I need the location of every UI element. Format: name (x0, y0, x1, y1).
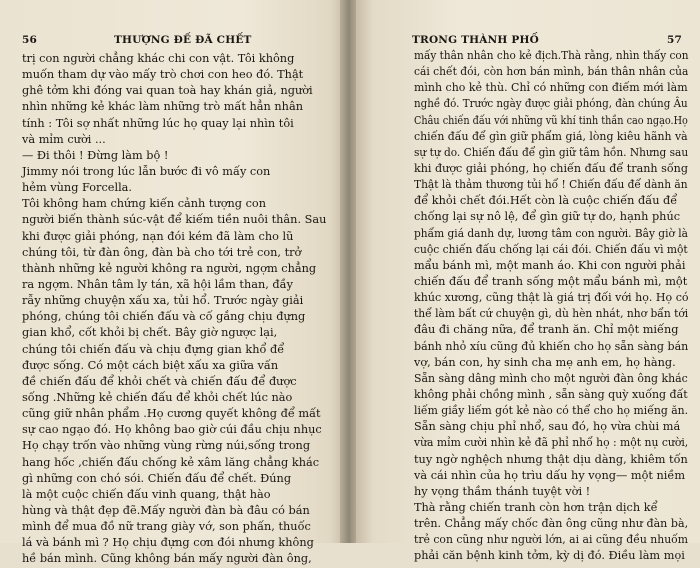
text-line: thể làm bất cứ chuyện gì, dù hèn nhát, nhơ bẩn tới (414, 307, 689, 321)
text-line: sống .Những kẻ chiến đấu để khỏi chết lúc nào (22, 390, 293, 404)
right-page-number: 57 (666, 34, 682, 46)
text-line: cuộc chiến đấu chống lại cái đói. Chiến đấu vì một (414, 242, 688, 256)
left-page (0, 0, 344, 566)
text-line: được sống. Có một cách biệt xấu xa giữa vấn (22, 358, 279, 372)
text-line: Tôi không ham chứng kiến cảnh tượng con (22, 197, 267, 211)
text-line: tính : Tôi sợ nhất những lúc họ quay lại nhìn tôi (22, 116, 294, 130)
text-line: sự cao ngạo đó. Họ không bao giờ cúi đầu chịu nhục (22, 423, 322, 437)
text-line: mấy thân nhân cho kẻ địch.Thà rằng, nhìn thấy con (414, 49, 689, 62)
text-line: hy vọng thầm thánh tuyệt vời ! (414, 484, 591, 498)
right-page-body (414, 48, 688, 565)
text-line: Họ chạy trốn vào những vùng rừng núi,sống trong (22, 439, 311, 453)
text-line: mẩu bánh mì, một manh áo. Khi con người phải (414, 258, 686, 272)
text-line: và cái nhìn của họ trìu dấu hy vọng— một niềm (414, 468, 686, 482)
text-line: đâu đi chăng nữa, để tranh ăn. Chỉ một miếng (414, 323, 679, 337)
text-line: khi được giải phóng, họ chiến đấu để tranh sống (414, 161, 688, 175)
text-line: ghê tởm khi đóng vai quan toà hay khán giả, người (22, 84, 313, 98)
text-line: nghề đó. Trước ngày được giải phóng, đàn chúng Âu (414, 97, 688, 111)
text-line: hẻm vùng Forcella. (22, 181, 133, 195)
text-line: đề chiến đấu để khỏi chết và chiến đấu để được (22, 374, 297, 388)
text-line: khi được giải phóng, nạn đói kém đã làm cho lũ (22, 229, 294, 243)
text-line: — Đi thôi ! Đừng làm bộ ! (22, 148, 169, 162)
text-line: vợ, bán con, hy sinh cha mẹ anh em, họ hàng. (414, 355, 676, 369)
text-line: chúng tôi chiến đấu và chịu đựng gian khổ để (22, 342, 285, 356)
left-page-number: 56 (22, 34, 38, 46)
text-line: mình để mua đồ nữ trang giày vớ, son phấn, thuốc (22, 520, 311, 534)
left-page-body (22, 51, 328, 568)
left-running-title: THƯỢNG ĐẾ ĐÃ CHẾT (114, 34, 252, 46)
text-line: phẩm giá danh dự, lương tâm con người. Bây giờ là (414, 226, 688, 240)
text-line: cũng giữ nhân phẩm .Họ cương quyết không để mất (22, 407, 321, 421)
text-line: hùng và thật đẹp đẽ.Mấy người đàn bà đâu có bán (22, 503, 310, 517)
text-line: để khỏi chết đói.Hết còn là cuộc chiến đấu để (414, 194, 678, 208)
text-line: Sẵn sàng chịu phỉ nhổ, sau đó, họ vừa chùi má (414, 420, 681, 434)
text-line: Thà rằng chiến tranh còn hơn trận dịch kể (414, 500, 658, 514)
text-line: Jimmy nói trong lúc lẫn bước đi vô mấy con (22, 164, 271, 178)
text-line: không phải chồng mình , sẵn sàng quỳ xuống đất (414, 387, 688, 401)
text-line: và mỉm cười ... (22, 132, 106, 146)
text-line: Sẵn sàng dâng mình cho một người đàn ông khác (414, 371, 688, 385)
text-line: hề bán mình. Cũng không bán mấy người đàn ông, (22, 552, 312, 566)
text-line: chiến đấu để gìn giữ phẩm giá, lòng kiêu hãnh và (414, 129, 688, 143)
text-line: sự tự do. Chiến đấu để gìn giữ tâm hồn. Nhưng sau (414, 145, 689, 159)
text-line: liếm giầy liếm gót kẻ nào có thể cho họ miếng ăn. (414, 404, 689, 418)
text-line: phải căn bệnh kinh tởm, kỳ dị đó. Điều làm mọi (414, 549, 685, 563)
text-line: chúng tôi, từ đàn ông, đàn bà cho tới trẻ con, trở (22, 245, 302, 259)
text-line: vừa mỉm cười nhìn kẻ đã phỉ nhổ họ : một nụ cười, (414, 436, 689, 450)
text-line: nhìn những kẻ khác làm những trò mất hẳn nhân (22, 100, 303, 114)
text-line: lá và bánh mì ? Họ chịu đựng cơn đói nhưng không (22, 536, 314, 550)
right-running-title: TRONG THÀNH PHỐ (412, 34, 539, 46)
text-line: hang hốc ,chiến đấu chống kẻ xâm lăng chẳng khác (22, 455, 320, 469)
text-line: trẻ con cũng như người lớn, ai ai cũng đều nhuốm (414, 533, 689, 547)
text-line: khúc xương, cũng thật là giá trị đối với họ. Họ có (414, 291, 689, 305)
text-line: bánh nhỏ xíu cũng đủ khiến cho họ sẵn sàng bán (414, 339, 689, 353)
text-line: cái chết đói, còn hơn bán mình, bán thân nhân của (414, 65, 689, 79)
text-line: trị con người chẳng khác chi con vật. Tôi không (22, 52, 295, 65)
text-line: trên. Chẳng mấy chốc đàn ông cũng như đàn bà, (414, 517, 689, 531)
text-line: tuy ngờ nghệch nhưng thật dịu dàng, khiêm tốn (414, 452, 688, 466)
text-line: chống lại sự nô lệ, để gìn giữ tự do, hạnh phúc (414, 210, 681, 224)
text-line: gian khổ, cốt khỏi bị chết. Bây giờ ngược lại, (22, 326, 278, 340)
text-line: phóng, chúng tôi chiến đấu và cố gắng chịu đựng (22, 310, 306, 324)
text-line: muốn tham dự vào mấy trò chơi con heo đó. Thật (22, 68, 304, 82)
text-line: Thật là thảm thương tủi hổ ! Chiến đấu để dành ăn (414, 178, 688, 192)
text-line: thành những kẻ người không ra người, ngợm chẳng (22, 261, 317, 275)
text-line: rẫy những chuyện xấu xa, tủi hổ. Trước ngày giải (22, 294, 304, 308)
text-line: Châu chiến đấu với những vũ khí tinh thần cao ngạo.Họ (414, 113, 688, 127)
text-line: người biến thành súc-vật để kiếm tiền nuôi thân. Sau (22, 213, 327, 227)
text-line: gì những con chó sói. Chiến đấu để chết. Đúng (22, 471, 292, 485)
right-page (356, 0, 700, 563)
text-line: mình cho kẻ thù. Chỉ có những con điếm mới làm (414, 81, 688, 95)
text-line: là một cuộc chiến đấu vinh quang, thật hào (22, 487, 271, 501)
text-line: ra ngợm. Nhân tâm ly tán, xã hội lầm than, đầy (22, 277, 293, 291)
text-line: chiến đấu để tranh sống một mẩu bánh mì, một (414, 274, 688, 288)
